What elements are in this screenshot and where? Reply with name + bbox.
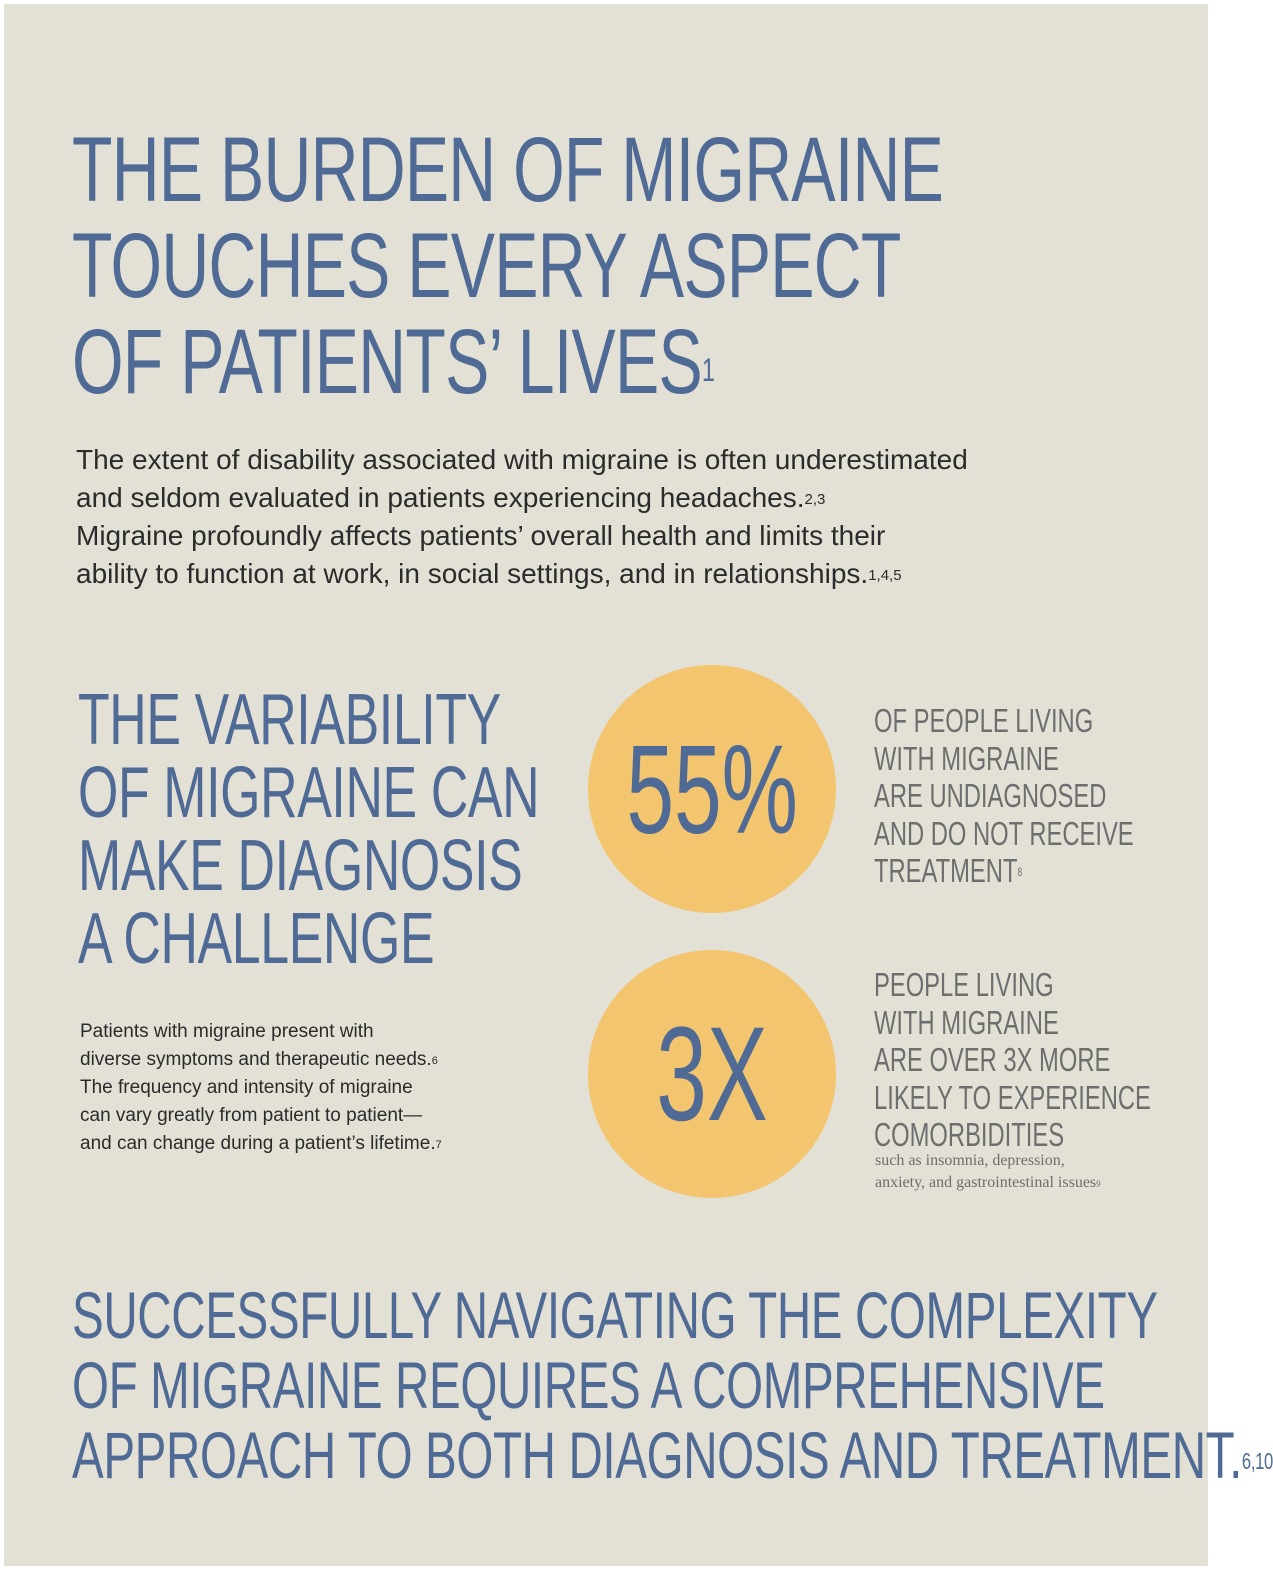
stat-circle-comorbidities [588, 950, 836, 1198]
stat-value-undiagnosed [588, 665, 836, 913]
variability-body-line-2 [80, 1046, 520, 1074]
closing-line-2: OF MIGRAINE REQUIRES A COMPREHENSIVE [72, 1348, 1105, 1422]
closing-line-3-text: APPROACH TO BOTH DIAGNOSIS AND TREATMENT. [72, 1418, 1242, 1492]
headline-line-2: TOUCHES EVERY ASPECT [72, 215, 901, 317]
stat-2-line-2: WITH MIGRAINE [874, 1003, 1059, 1041]
variability-body [80, 1018, 520, 1158]
variability-body-line-3: The frequency and intensity of migraine [80, 1077, 413, 1098]
variability-body-line-1: Patients with migraine present with [80, 1021, 374, 1042]
headline-line-1: THE BURDEN OF MIGRAINE [72, 119, 944, 221]
comorbidities-note-line-2-text: anxiety, and gastrointestinal issues [875, 1174, 1097, 1191]
intro-line-2-text: and seldom evaluated in patients experiencing headaches. [76, 482, 805, 513]
comorbidities-note-line-1: such as insomnia, depression, [875, 1152, 1065, 1169]
stat-1-line-4: AND DO NOT RECEIVE [874, 814, 1134, 852]
intro-line-4-text: ability to function at work, in social settings, and in relationships. [76, 558, 869, 589]
variability-body-reference-2: 7 [435, 1139, 442, 1151]
closing-line-1: SUCCESSFULLY NAVIGATING THE COMPLEXITY [72, 1278, 1158, 1352]
stat-1-line-1: OF PEOPLE LIVING [874, 702, 1094, 739]
variability-body-line-2-text: diverse symptoms and therapeutic needs. [80, 1049, 432, 1070]
variability-body-line-5-text: and can change during a patient’s lifetime. [80, 1133, 436, 1154]
variability-line-1: THE VARIABILITY [78, 680, 501, 760]
stat-2-line-1: PEOPLE LIVING [874, 966, 1054, 1003]
stat-2-line-5: COMORBIDITIES [874, 1116, 1065, 1154]
stat-1-line-5 [874, 852, 1134, 890]
stat-description-undiagnosed [874, 702, 1134, 890]
variability-line-4: A CHALLENGE [78, 899, 435, 979]
stat-1-line-3: ARE UNDIAGNOSED [874, 777, 1107, 815]
stat-1-line-5-text: TREATMENT [874, 852, 1018, 890]
intro-line-3: Migraine profoundly affects patients’ overall health and limits their [76, 520, 886, 551]
intro-line-1: The extent of disability associated with migraine is often underestimated [76, 444, 968, 475]
variability-body-reference-1: 6 [431, 1055, 438, 1067]
stat-description-comorbidities [874, 966, 1151, 1154]
variability-body-line-5 [80, 1130, 520, 1158]
intro-reference-2: 1,4,5 [868, 567, 902, 584]
intro-paragraph [76, 441, 1076, 593]
intro-line-4 [76, 555, 1076, 593]
main-headline [72, 119, 944, 413]
stat-value-comorbidities [588, 950, 836, 1198]
intro-line-2 [76, 479, 1076, 517]
variability-line-3: MAKE DIAGNOSIS [78, 826, 523, 906]
stat-value-undiagnosed-text: 55% [626, 718, 798, 860]
intro-reference-1: 2,3 [804, 491, 826, 508]
variability-body-line-4: can vary greatly from patient to patient— [80, 1105, 423, 1126]
comorbidities-note-line-2 [875, 1172, 1175, 1194]
headline-line-3-text: OF PATIENTS’ LIVES [72, 311, 702, 413]
variability-line-2: OF MIGRAINE CAN [78, 753, 540, 833]
stat-value-comorbidities-text: 3X [656, 999, 768, 1149]
comorbidities-note [875, 1150, 1175, 1194]
variability-heading [78, 680, 540, 979]
headline-reference: 1 [701, 352, 715, 389]
page [4, 4, 1273, 1566]
closing-statement [72, 1280, 1273, 1490]
stat-2-line-4: LIKELY TO EXPERIENCE [874, 1078, 1151, 1116]
stat-circle-undiagnosed [588, 665, 836, 913]
stat-1-reference: 8 [1017, 867, 1023, 880]
headline-line-3 [72, 311, 943, 413]
comorbidities-note-reference: 9 [1096, 1179, 1101, 1189]
closing-reference: 6,10 [1241, 1447, 1273, 1474]
closing-line-3 [72, 1420, 1273, 1490]
stat-2-line-3: ARE OVER 3X MORE [874, 1041, 1111, 1079]
stat-1-line-2: WITH MIGRAINE [874, 739, 1059, 777]
